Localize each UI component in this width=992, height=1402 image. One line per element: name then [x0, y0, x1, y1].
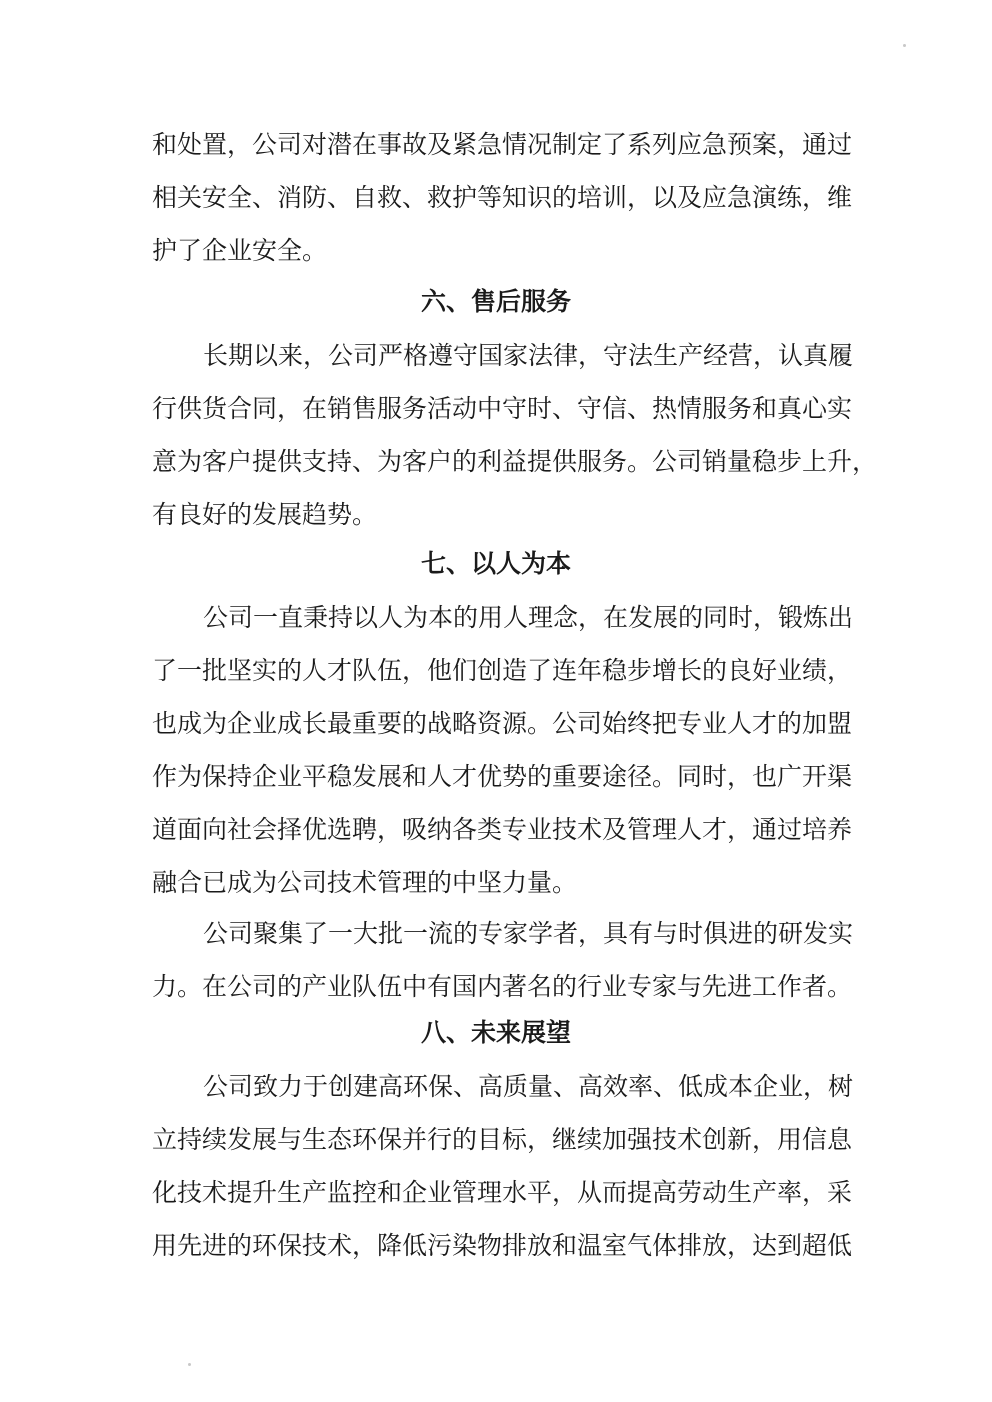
people-p1-line-1: 公司一直秉持以人为本的用人理念，在发展的同时，锻炼出	[203, 603, 854, 632]
outlook-line-2: 立持续发展与生态环保并行的目标，继续加强技术创新，用信息	[152, 1125, 853, 1154]
section-heading-people: 七、以人为本	[420, 549, 571, 578]
people-p1-line-5: 道面向社会择优选聘，吸纳各类专业技术及管理人才，通过培养	[152, 815, 853, 844]
people-p2-line-2: 力。在公司的产业队伍中有国内著名的行业专家与先进工作者。	[152, 972, 853, 1001]
outlook-line-1: 公司致力于创建高环保、高质量、高效率、低成本企业，树	[203, 1072, 854, 1101]
section-heading-outlook: 八、未来展望	[420, 1018, 571, 1047]
after-sales-line-3: 意为客户提供支持、为客户的利益提供服务。公司销量稳步上升，	[152, 447, 878, 476]
after-sales-line-2: 行供货合同，在销售服务活动中守时、守信、热情服务和真心实	[152, 394, 853, 423]
after-sales-line-4: 有良好的发展趋势。	[152, 500, 378, 529]
people-p1-line-6: 融合已成为公司技术管理的中坚力量。	[152, 868, 578, 897]
section-heading-after-sales: 六、售后服务	[420, 287, 571, 316]
scan-speck	[903, 44, 906, 47]
people-p1-line-2: 了一批坚实的人才队伍，他们创造了连年稳步增长的良好业绩，	[152, 656, 853, 685]
people-p2-line-1: 公司聚集了一大批一流的专家学者，具有与时俱进的研发实	[203, 919, 854, 948]
people-p1-line-3: 也成为企业成长最重要的战略资源。公司始终把专业人才的加盟	[152, 709, 853, 738]
intro-line-2: 相关安全、消防、自救、救护等知识的培训，以及应急演练，维	[152, 183, 853, 212]
intro-line-1: 和处置，公司对潜在事故及紧急情况制定了系列应急预案，通过	[152, 130, 853, 159]
outlook-line-4: 用先进的环保技术，降低污染物排放和温室气体排放，达到超低	[152, 1231, 853, 1260]
after-sales-line-1: 长期以来，公司严格遵守国家法律，守法生产经营，认真履	[203, 341, 854, 370]
outlook-line-3: 化技术提升生产监控和企业管理水平，从而提高劳动生产率，采	[152, 1178, 853, 1207]
intro-line-3: 护了企业安全。	[152, 236, 328, 265]
scan-speck	[188, 1363, 191, 1366]
people-p1-line-4: 作为保持企业平稳发展和人才优势的重要途径。同时，也广开渠	[152, 762, 853, 791]
